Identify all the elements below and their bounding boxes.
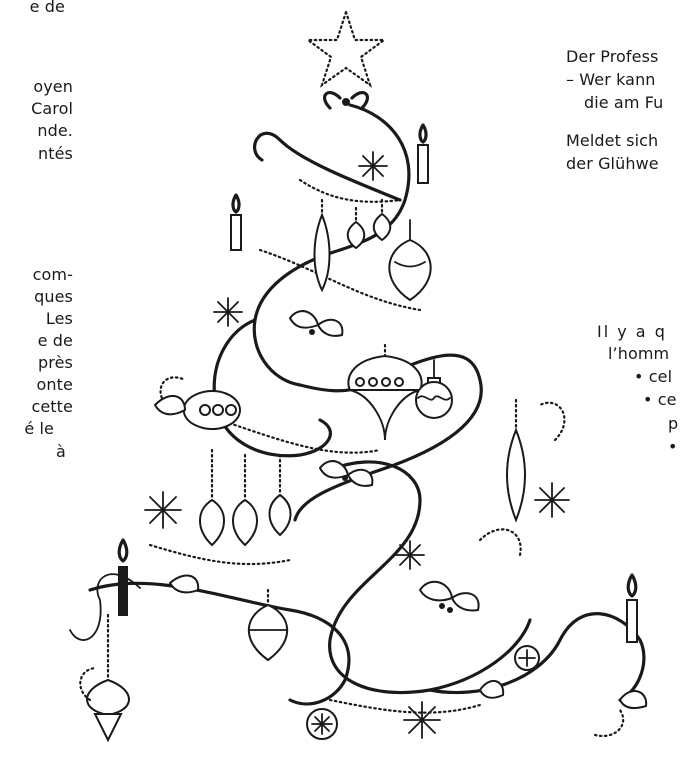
leaf-icon bbox=[155, 396, 185, 414]
ornament-icon bbox=[348, 208, 365, 248]
snowflake-icon bbox=[214, 298, 242, 326]
holly-icon bbox=[420, 582, 479, 613]
holly-icon bbox=[290, 311, 342, 336]
french-list-item: • bbox=[668, 437, 678, 456]
french-list-item: • cel bbox=[634, 367, 673, 386]
french-intro-line: l’homm bbox=[608, 344, 670, 363]
left-line: cette bbox=[31, 397, 73, 416]
left-line: e de bbox=[29, 0, 65, 16]
ornament-icon bbox=[233, 455, 257, 545]
leaf-icon bbox=[480, 681, 503, 698]
left-line: à bbox=[56, 442, 66, 461]
french-list-item: p bbox=[668, 414, 679, 433]
candle-icon bbox=[418, 125, 428, 183]
left-line: é le bbox=[24, 419, 54, 438]
snowflake-icon bbox=[145, 492, 181, 528]
ornament-icon bbox=[307, 709, 337, 739]
left-line: ntés bbox=[38, 144, 73, 163]
candle-icon bbox=[231, 195, 241, 250]
ornament-icon bbox=[270, 455, 291, 535]
leaf-icon bbox=[620, 691, 646, 708]
german-line: der Glühwe bbox=[566, 154, 659, 173]
star-icon bbox=[308, 12, 384, 85]
snowflake-icon bbox=[396, 541, 424, 569]
german-line: die am Fu bbox=[584, 93, 664, 112]
left-line: nde. bbox=[37, 121, 73, 140]
ornament-icon bbox=[515, 646, 539, 670]
french-intro-line: Il y a q bbox=[597, 322, 667, 341]
ornament-icon bbox=[249, 590, 287, 660]
ornament-icon bbox=[389, 220, 430, 300]
left-line: e de bbox=[37, 331, 73, 350]
snowflake-icon bbox=[404, 702, 440, 738]
left-line: Carol bbox=[31, 99, 73, 118]
left-branch bbox=[90, 583, 349, 704]
leaf-icon bbox=[170, 576, 198, 593]
snowflake-icon bbox=[535, 483, 569, 517]
german-line: – Wer kann bbox=[566, 70, 656, 89]
left-line: com- bbox=[32, 265, 73, 284]
left-line: Les bbox=[45, 309, 73, 328]
ornament-icon bbox=[416, 360, 452, 418]
ornament-icon bbox=[200, 450, 224, 545]
left-line: ques bbox=[34, 287, 73, 306]
candle-icon bbox=[118, 540, 128, 616]
left-line: onte bbox=[36, 375, 73, 394]
bow-icon bbox=[325, 93, 368, 108]
ornament-icon bbox=[348, 345, 421, 440]
snowflake-icon bbox=[359, 152, 387, 180]
candle-icon bbox=[627, 575, 637, 642]
french-list-item: • ce bbox=[643, 390, 677, 409]
ornament-icon bbox=[315, 200, 330, 290]
ornament-icon bbox=[507, 400, 525, 520]
left-line: près bbox=[38, 353, 73, 372]
left-line: oyen bbox=[33, 77, 73, 96]
german-line: Der Profess bbox=[566, 47, 659, 66]
ornament-icon bbox=[374, 200, 391, 240]
ornament-icon bbox=[184, 391, 240, 429]
german-line: Meldet sich bbox=[566, 131, 659, 150]
